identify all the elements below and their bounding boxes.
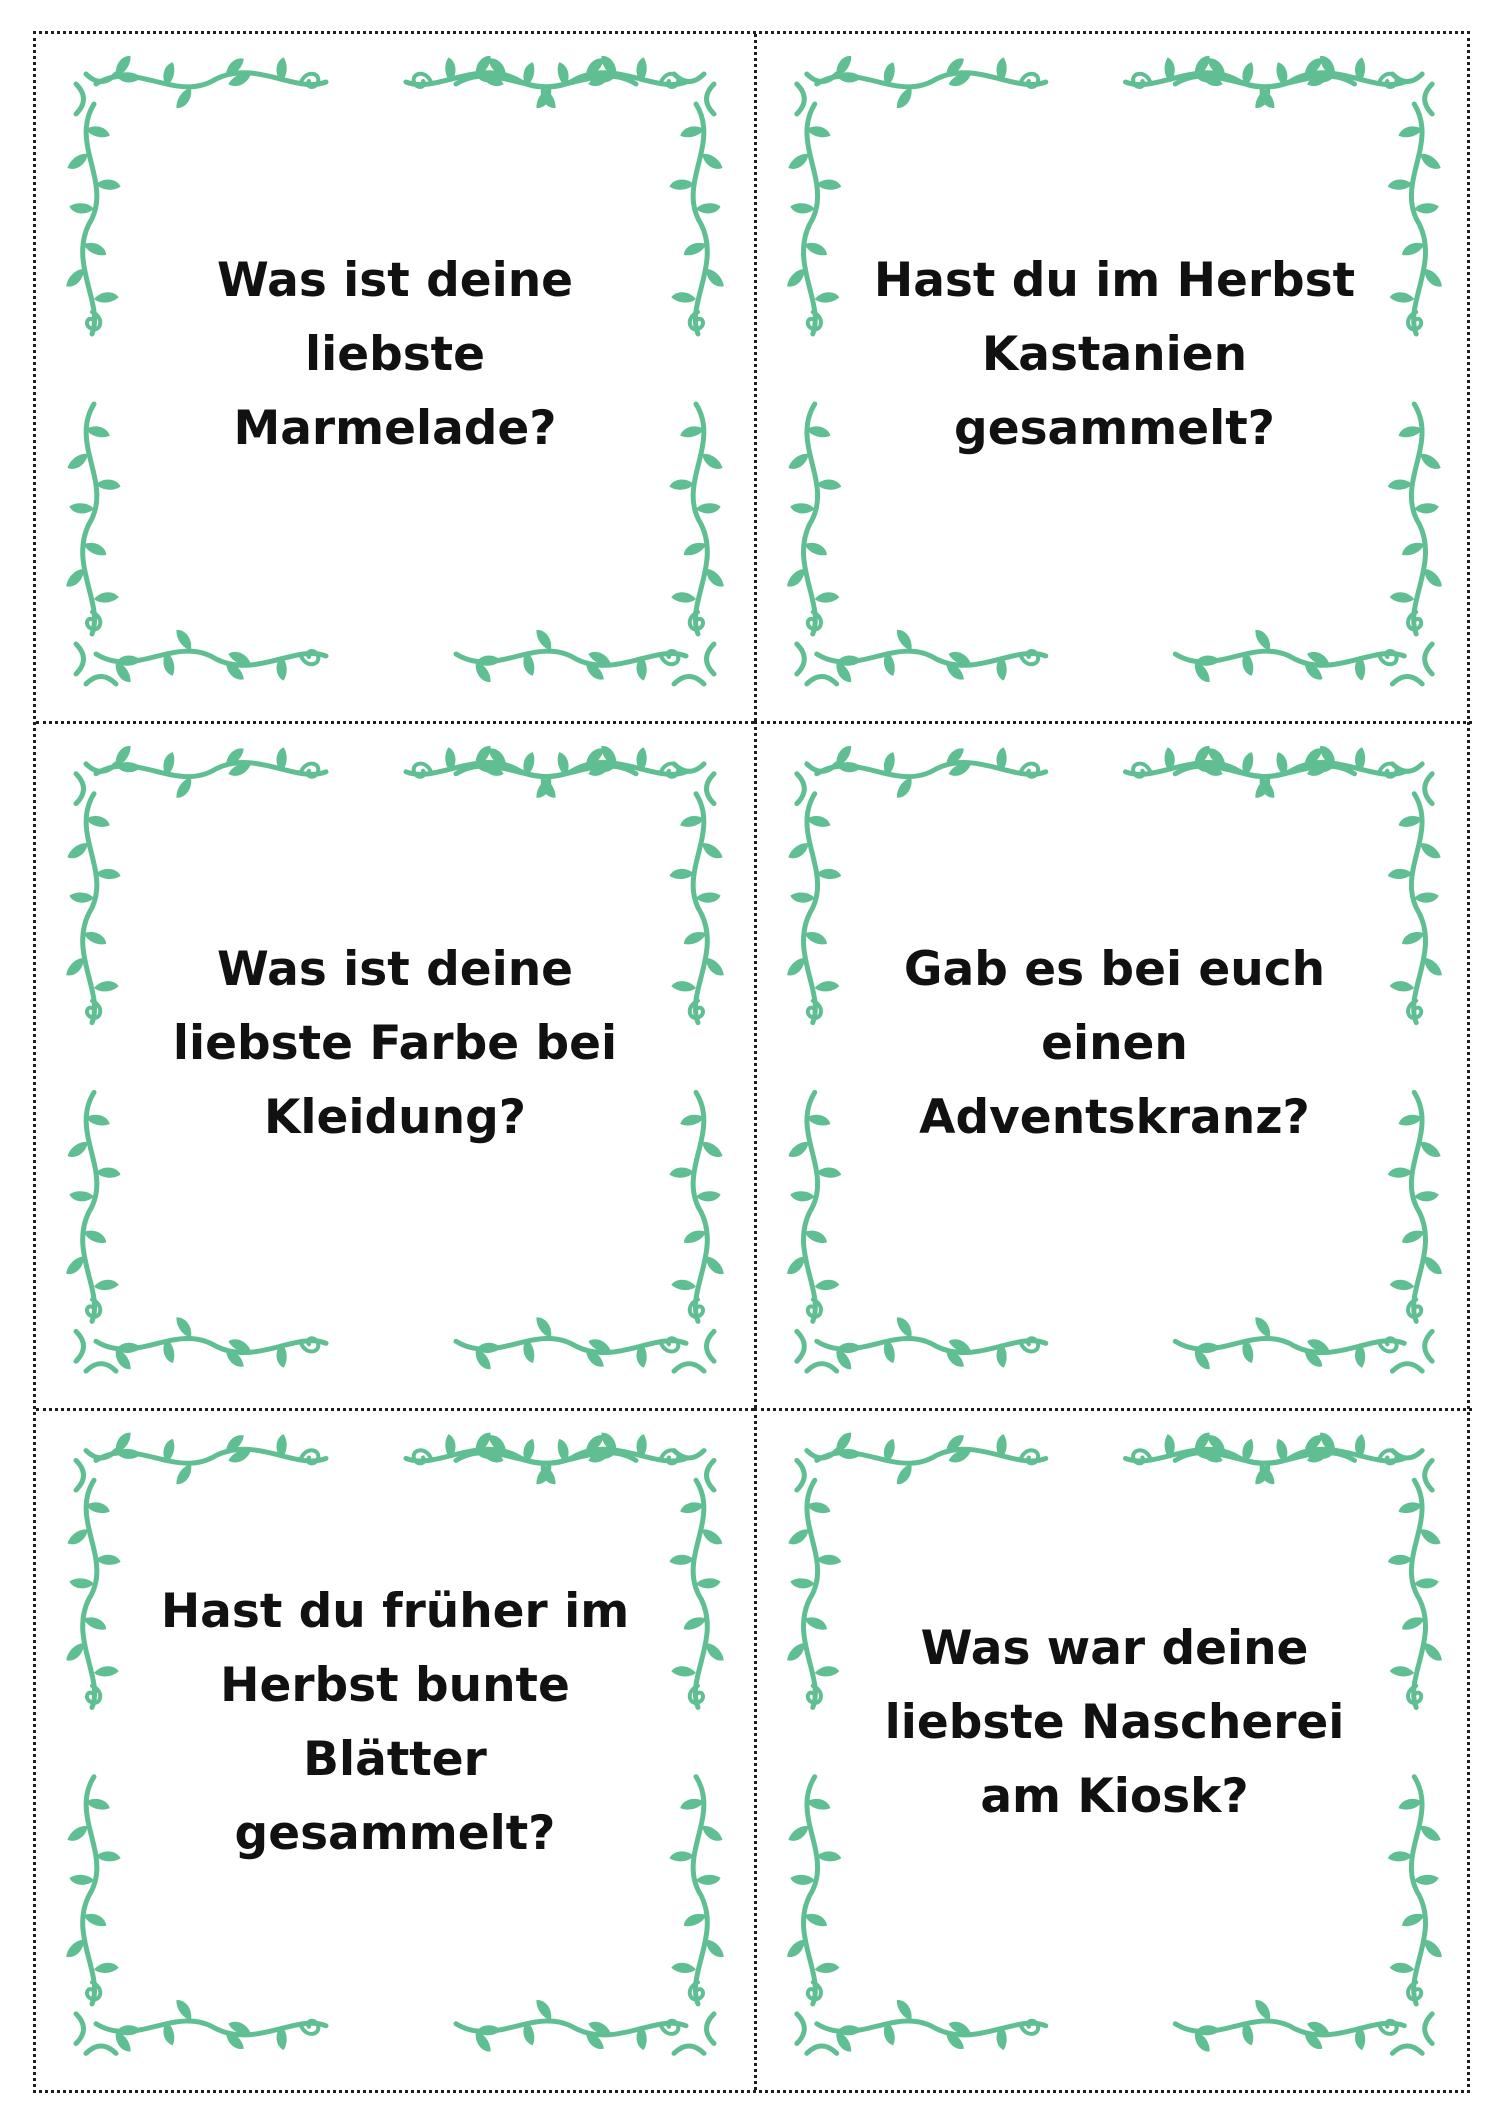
question-text: Was war deine liebste Nascherei am Kiosk? xyxy=(884,1621,1345,1824)
question-text: Was ist deine liebste Farbe bei Kleidung? xyxy=(172,941,618,1145)
question-card-2 xyxy=(754,34,1472,721)
question-card-6 xyxy=(754,1408,1472,2090)
card-sheet xyxy=(33,31,1470,2093)
question-card-3 xyxy=(36,721,754,1408)
question-text: Was ist deine liebste Marmelade? xyxy=(216,253,574,456)
question-text: Hast du früher im Herbst bunte Blätter gesammelt? xyxy=(160,1584,630,1861)
question-text: Gab es bei euch einen Adventskranz? xyxy=(903,941,1326,1145)
question-card-1 xyxy=(36,34,754,721)
question-text: Hast du im Herbst Kastanien gesammelt? xyxy=(873,253,1356,456)
question-card-5 xyxy=(36,1408,754,2090)
question-card-4 xyxy=(754,721,1472,1408)
